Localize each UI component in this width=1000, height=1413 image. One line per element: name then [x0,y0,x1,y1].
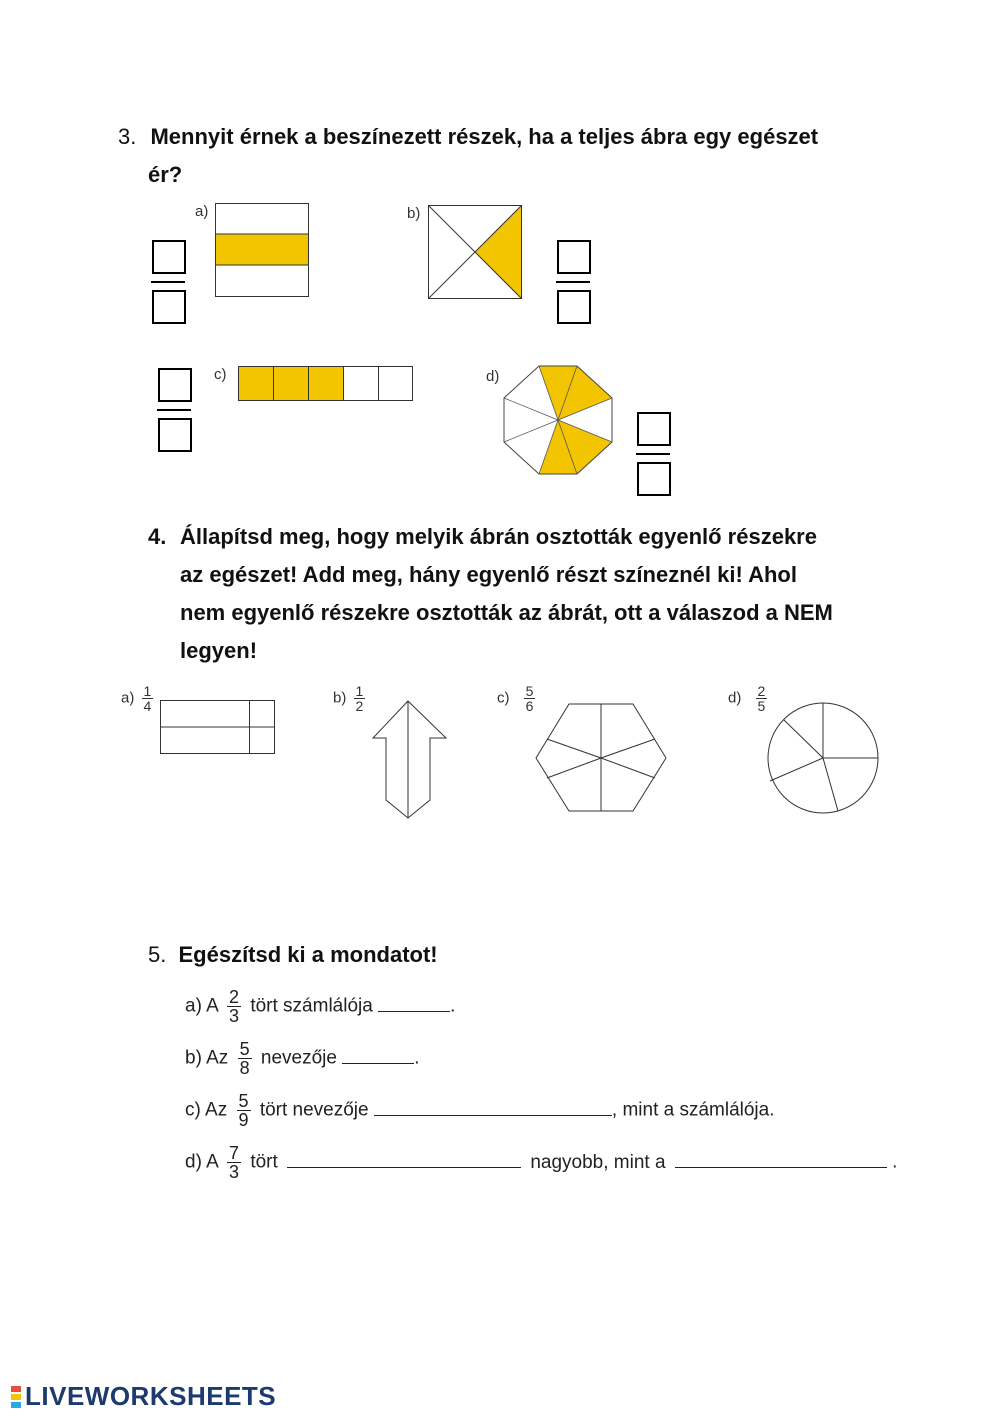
fraction-bar [157,409,191,411]
q4-item-d [728,684,767,713]
q3-answer-d[interactable] [637,412,671,496]
q3-label-c: c) [214,366,227,383]
denominator-box[interactable] [557,290,591,324]
numerator: 5 [238,1091,249,1111]
fraction-bar [151,281,185,283]
denominator: 6 [525,698,534,714]
q4-number: 4. [148,524,167,549]
q5a-end: . [450,995,456,1017]
q4-item-c-fraction [524,684,536,713]
q4-figure-d [766,703,882,815]
q5c-post: tört nevezője [259,1099,369,1121]
q5a-pre: a) A [185,995,218,1017]
denominator-box[interactable] [152,290,186,324]
denominator: 3 [229,1006,240,1026]
q4-item-b [333,684,365,713]
q5b-end: . [414,1047,420,1069]
q4-line3: nem egyenlő részekre osztották az ábrát, ott a válaszod a NEM [180,600,833,625]
numerator: 5 [239,1039,250,1059]
q4-item-a [121,684,153,713]
numerator: 2 [757,683,766,699]
denominator: 8 [239,1058,250,1078]
liveworksheets-logo [10,1381,276,1412]
denominator-box[interactable] [158,418,192,452]
q4-item-a-fraction [142,684,154,713]
q4-item-b-label: b) [333,689,347,707]
numerator: 1 [355,683,364,699]
q3-label-d: d) [486,368,500,385]
q4-item-d-label: d) [728,689,742,707]
denominator-box[interactable] [637,462,671,496]
q5-sentence-b [185,1040,420,1077]
q3-figure-c [238,366,414,402]
q5d-end: . [892,1151,898,1173]
q5d-pre: d) A [185,1151,218,1173]
q5a-fraction [227,988,241,1025]
q3-figure-a [215,203,310,299]
q5c-end: , mint a számlálója. [611,1099,775,1121]
q4-item-b-fraction [354,684,366,713]
q3-title-line2: ér? [148,162,183,187]
q3-line1: Mennyit érnek a beszínezett részek, ha a teljes ábra egy egészet [150,124,819,149]
q3-answer-b[interactable] [557,240,591,324]
numerator-box[interactable] [637,412,671,446]
q5b-fraction [238,1040,252,1077]
q5d-blank-2[interactable] [675,1147,887,1168]
q5-sentence-a [185,988,455,1025]
numerator: 1 [143,683,152,699]
numerator-box[interactable] [158,368,192,402]
fraction-bar [556,281,590,283]
q3-title [118,118,818,156]
q5a-post: tört számlálója [250,995,373,1017]
q5-sentence-d [185,1144,897,1181]
numerator: 7 [229,1143,240,1163]
fraction-bar [636,453,670,455]
q3-label-a: a) [195,203,209,220]
q5b-pre: b) Az [185,1047,229,1069]
q5d-blank-1[interactable] [287,1147,521,1168]
q4-item-a-label: a) [121,689,135,707]
q5-number: 5. [148,942,167,967]
q5c-fraction [237,1092,251,1129]
numerator: 2 [229,987,240,1007]
q4-line1: Állapítsd meg, hogy melyik ábrán osztották egyenlő részekre [180,524,817,549]
denominator: 2 [355,698,364,714]
q5-title [148,936,438,974]
q5-sentence-c [185,1092,775,1129]
q4-figure-c [535,703,667,813]
q3-figure-b [428,205,524,301]
q3-label-b: b) [407,205,421,222]
q3-figure-d [502,366,614,476]
q5b-blank[interactable] [342,1043,414,1064]
q5-title-text: Egészítsd ki a mondatot! [178,942,438,967]
numerator: 5 [525,683,534,699]
q3-answer-a[interactable] [152,240,186,324]
numerator-box[interactable] [152,240,186,274]
q5d-post: tört [250,1151,278,1173]
denominator: 5 [757,698,766,714]
q3-answer-c[interactable] [158,368,192,452]
denominator: 9 [238,1110,249,1130]
denominator: 3 [229,1162,240,1182]
q5d-fraction [227,1144,241,1181]
q4-item-c [497,684,535,713]
q4-line2: az egészet! Add meg, hány egyenlő részt színeznél ki! Ahol [180,562,797,587]
q4-line4: legyen! [180,638,258,663]
logo-mark-icon [10,1383,22,1411]
numerator-box[interactable] [557,240,591,274]
q3-number: 3. [118,124,137,149]
q4-figure-a [160,700,276,756]
q5c-pre: c) Az [185,1099,228,1121]
denominator: 4 [143,698,152,714]
q4-figure-b [372,700,448,820]
q5b-post: nevezője [260,1047,337,1069]
q5d-mid: nagyobb, mint a [530,1151,666,1173]
logo-text: LIVEWORKSHEETS [25,1381,277,1411]
q5a-blank[interactable] [378,991,450,1012]
q5c-blank[interactable] [374,1095,612,1116]
q4-item-c-label: c) [497,689,510,707]
